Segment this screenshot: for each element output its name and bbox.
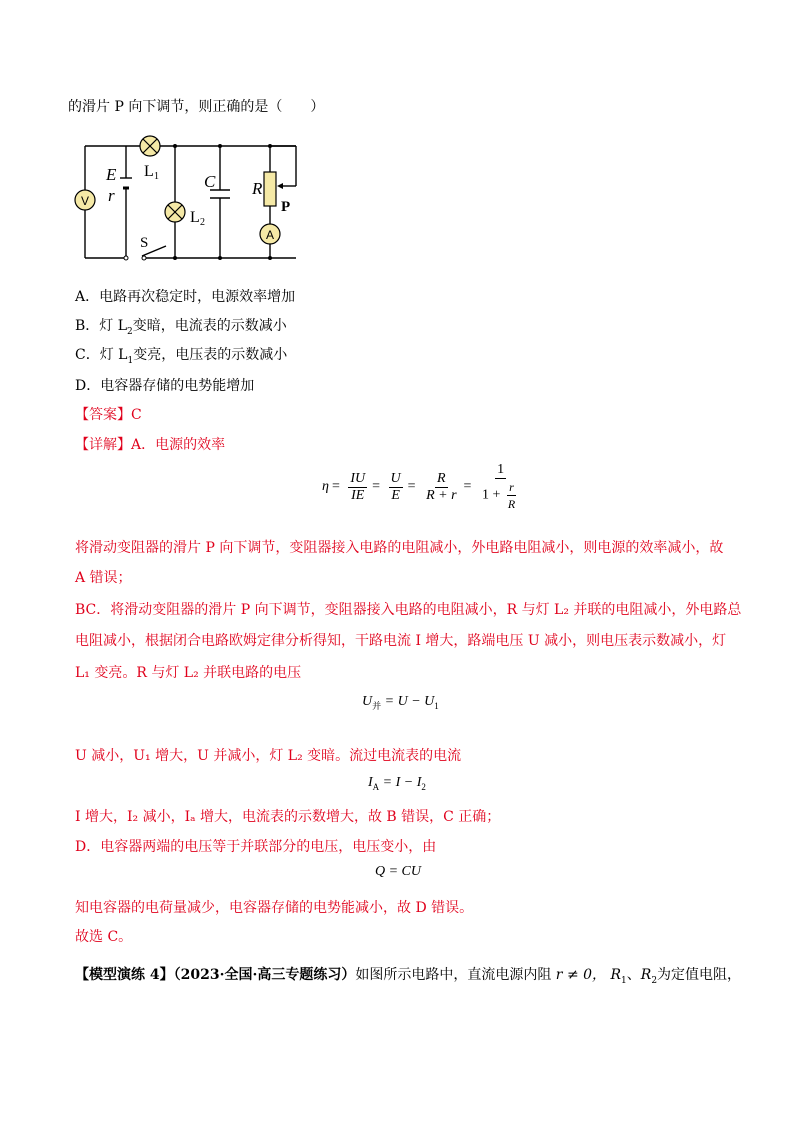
para-bc-line2: 电阻减小，根据闭合电路欧姆定律分析得知，干路电流 I 增大，路端电压 U 减小，则电压表示数减小，灯 — [75, 633, 727, 649]
para-bc-line3: L₁ 变亮。R 与灯 L₂ 并联电路的电压 — [75, 665, 302, 681]
charge-formula: Q = CU — [375, 864, 422, 879]
para-a-line2: A 错误； — [75, 570, 132, 586]
option-b: B．灯 $L_2$变暗，电流表的示数减小 — [75, 318, 287, 337]
detail-heading: 【详解】A．电源的效率 — [75, 437, 226, 453]
label-C: C — [204, 172, 216, 191]
para-a-line1: 将滑动变阻器的滑片 P 向下调节，变阻器接入电路的电阻减小，外电路电阻减小，则电源的效率减小，故 — [75, 540, 724, 556]
para-bc-line1: BC．将滑动变阻器的滑片 P 向下调节，变阻器接入电路的电阻减小，R 与灯 L₂ 并联的电阻减小，外电路总 — [75, 602, 742, 618]
label-r: r — [108, 186, 115, 205]
question-tail: 的滑片 P 向下调节，则正确的是（ ） — [68, 99, 325, 115]
circuit-diagram — [68, 128, 308, 268]
switch-icon — [124, 256, 128, 260]
label-L1: L — [144, 163, 154, 180]
label-R: R — [252, 179, 263, 198]
option-c: C．灯 $L_1$变亮，电压表的示数减小 — [75, 347, 288, 366]
label-S: S — [140, 235, 149, 251]
current-formula: $I_A = I - I_2$ — [368, 775, 426, 792]
label-P: P — [281, 199, 291, 215]
label-E: E — [106, 165, 117, 184]
voltmeter-label: V — [80, 194, 90, 208]
efficiency-formula: η = $\frac{IU}{IE}$ = $\frac{U}{E}$ = $\frac{R}{R + r}$ = 1 1 + $\frac{r}{R}$ — [322, 462, 516, 511]
para-q: 知电容器的电荷量减少，电容器存储的电势能减小，故 D 错误。 — [75, 900, 474, 916]
option-a: A．电路再次稳定时，电源效率增加 — [75, 289, 296, 305]
option-d: D．电容器存储的电势能增加 — [75, 378, 255, 394]
para-i: I 增大，I₂ 减小，Iₐ 增大，电流表的示数增大，故 B 错误，C 正确； — [75, 809, 501, 825]
answer: 【答案】C — [75, 407, 142, 423]
label-L1-sub: 1 — [154, 171, 159, 182]
label-L2-sub: 2 — [200, 217, 205, 228]
label-L2: L — [190, 209, 200, 226]
para-d: D．电容器两端的电压等于并联部分的电压，电压变小，由 — [75, 839, 437, 855]
voltage-formula: $U_并 = U - U_1$ — [362, 694, 439, 711]
rheostat-icon — [264, 172, 276, 206]
conclusion: 故选 C。 — [75, 929, 133, 945]
para-u: U 减小，U₁ 增大，U 并减小，灯 L₂ 变暗。流过电流表的电流 — [75, 748, 462, 764]
ammeter-label: A — [265, 228, 275, 242]
next-question: 【模型演练 4】（2023·全国·高三专题练习）如图所示电路中，直流电源内阻 r ≠ 0， $R_1$、$R_2$为定值电阻， — [75, 967, 742, 986]
